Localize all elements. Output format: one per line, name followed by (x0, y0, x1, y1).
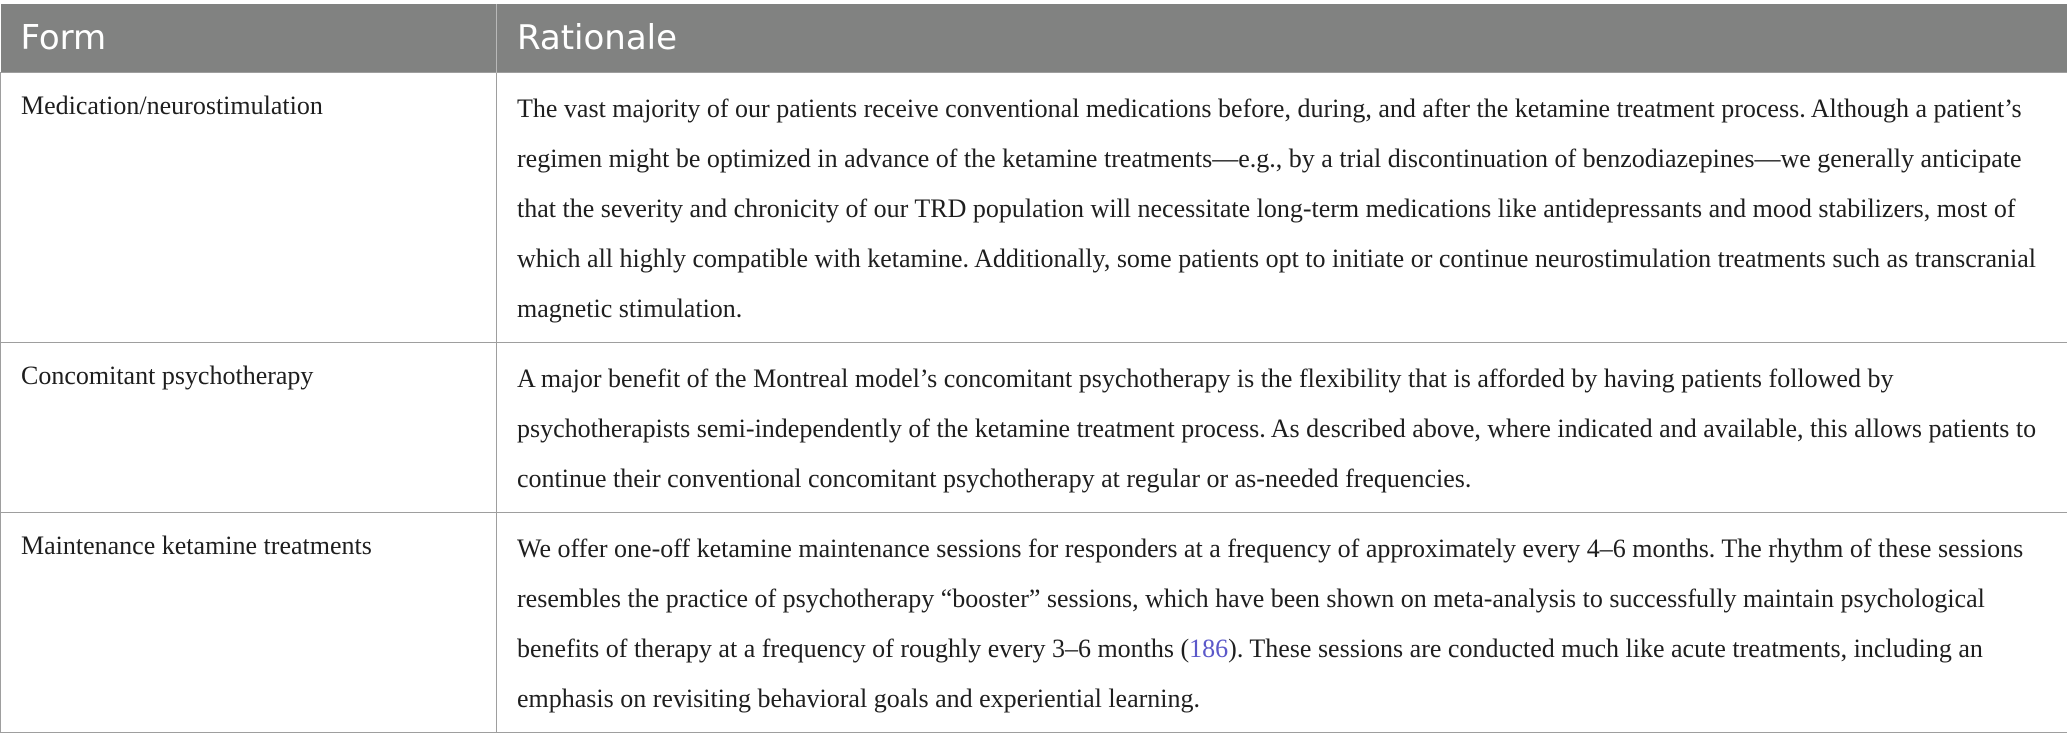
maintenance-table (0, 4, 2067, 733)
table (0, 4, 2067, 733)
rationale-cell: A major benefit of the Montreal model’s concomitant psychotherapy is the flexibility that is afforded by having patients followed by psychotherapists semi-independently of the ketamine treatment process. As described above, where indicated and available, this allows patients to continue their conventional concomitant psychotherapy at regular or as-needed frequencies. (497, 342, 2067, 512)
rationale-cell (497, 512, 2067, 732)
table-body (1, 72, 2067, 732)
form-cell: Concomitant psychotherapy (1, 342, 497, 512)
rationale-text-before-ref: We offer one-off ketamine maintenance sessions for responders at a frequency of approximately every 4–6 months. The rhythm of these sessions resembles the practice of psychotherapy “booster” sessions, which have been shown on meta-analysis to successfully maintain psychological benefits of therapy at a frequency of roughly every 3–6 months ( (517, 534, 2023, 663)
table-row (1, 72, 2067, 342)
table-header (1, 4, 2067, 72)
header-row (1, 4, 2067, 72)
header-rationale: Rationale (497, 4, 2067, 72)
header-form: Form (1, 4, 497, 72)
reference-link-186[interactable]: 186 (1189, 634, 1228, 663)
form-cell: Maintenance ketamine treatments (1, 512, 497, 732)
table-row (1, 342, 2067, 512)
rationale-text-after-ref: ). These sessions are conducted much like acute treatments, including an emphasis on revisiting behavioral goals and experiential learning. (517, 634, 1983, 713)
form-cell: Medication/neurostimulation (1, 72, 497, 342)
table-row (1, 512, 2067, 732)
rationale-cell: The vast majority of our patients receive conventional medications before, during, and after the ketamine treatment process. Although a patient’s regimen might be optimized in advance of the ketamine treatments—e.g., by a trial discontinuation of benzodiazepines—we generally anticipate that the severity and chronicity of our TRD population will necessitate long-term medications like antidepressants and mood stabilizers, most of which all highly compatible with ketamine. Additionally, some patients opt to initiate or continue neurostimulation treatments such as transcranial magnetic stimulation. (497, 72, 2067, 342)
